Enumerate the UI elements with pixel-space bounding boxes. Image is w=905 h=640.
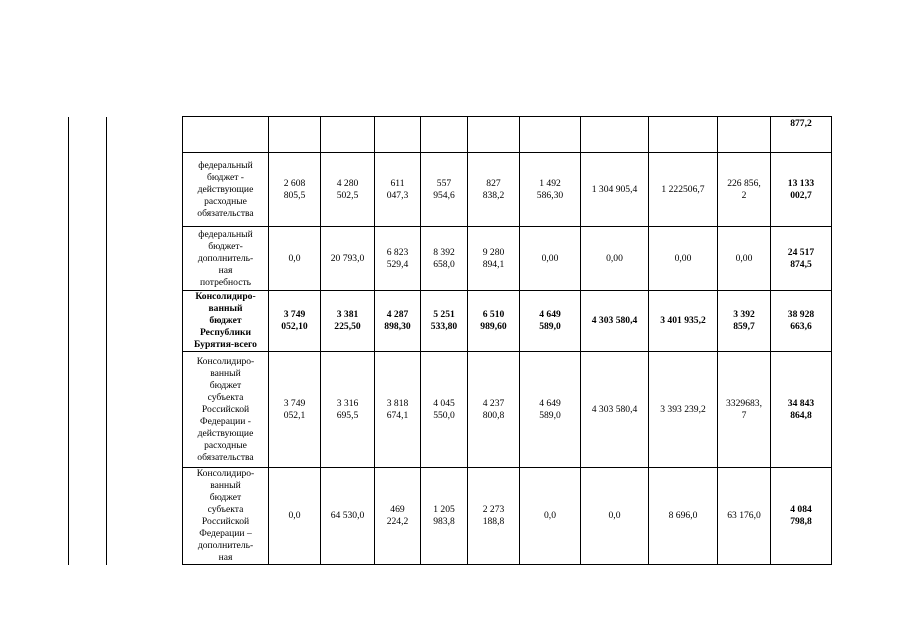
- value-cell: [718, 291, 771, 352]
- value-cell: [321, 468, 375, 565]
- row-label: [183, 153, 269, 227]
- cell-value: 5 251 533,80: [430, 309, 458, 332]
- side-column-empty-2: [107, 227, 183, 291]
- value-cell: [649, 468, 718, 565]
- table-row: [69, 227, 832, 291]
- row-label: [183, 352, 269, 468]
- value-cell: [421, 352, 468, 468]
- value-cell: [421, 291, 468, 352]
- value-cell: [321, 227, 375, 291]
- row-label-text: Консолидиро- ванный бюджет субъекта Российской Федерации - действующие расходные обязательства: [196, 355, 255, 463]
- value-cell: [269, 352, 321, 468]
- cell-value: 557 954,6: [433, 177, 455, 201]
- cell-value: 0,0: [288, 510, 301, 521]
- value-cell: [718, 227, 771, 291]
- cell-value: 20 793,0: [330, 252, 365, 264]
- cell-value: 226 856, 2: [727, 177, 761, 201]
- value-cell: [269, 227, 321, 291]
- row-label: [183, 227, 269, 291]
- value-cell: [321, 153, 375, 227]
- total-cell: [771, 291, 832, 352]
- value-cell: [321, 352, 375, 468]
- side-column-empty-2: [107, 468, 183, 565]
- row-label-text: Консолидиро- ванный бюджет Республики Бурятия-всего: [194, 291, 257, 350]
- value-cell: [581, 227, 649, 291]
- row-label-text: федеральный бюджет - действующие расходные обязательства: [197, 159, 254, 219]
- value-cell: [718, 153, 771, 227]
- cell-value: 1 492 586,30: [536, 177, 564, 201]
- cell-value: 0,00: [606, 252, 623, 264]
- total-value: 13 133 002,7: [787, 177, 815, 201]
- value-cell: [520, 468, 581, 565]
- row-label-text: федеральный бюджет- дополнитель- ная потребность: [197, 228, 254, 288]
- value-cell: [520, 352, 581, 468]
- value-cell: [581, 468, 649, 565]
- total-value: 4 084 798,8: [790, 504, 812, 527]
- value-cell: [520, 117, 581, 153]
- value-cell: [375, 352, 421, 468]
- value-cell: [375, 468, 421, 565]
- cell-value: 3 316 695,5: [336, 397, 359, 421]
- cell-value: 9 280 894,1: [482, 246, 505, 270]
- value-cell: [649, 352, 718, 468]
- side-column-empty-1: [69, 117, 107, 153]
- value-cell: [649, 227, 718, 291]
- cell-value: 4 237 800,8: [482, 397, 505, 421]
- side-column-empty-1: [69, 227, 107, 291]
- cell-value: 3 392 859,7: [733, 309, 755, 332]
- table-row: [69, 291, 832, 352]
- cell-value: 1 222506,7: [661, 183, 705, 195]
- cell-value: 2 273 188,8: [482, 504, 505, 527]
- total-value: 38 928 663,6: [787, 309, 815, 332]
- value-cell: [269, 117, 321, 153]
- total-value: 877,2: [790, 118, 812, 129]
- cell-value: 3329683, 7: [726, 397, 762, 421]
- cell-value: 3 749 052,1: [283, 397, 306, 421]
- value-cell: [468, 291, 520, 352]
- value-cell: [321, 117, 375, 153]
- cell-value: 3 401 935,2: [660, 315, 706, 326]
- cell-value: 0,0: [544, 510, 556, 521]
- table-row: [69, 153, 832, 227]
- value-cell: [321, 291, 375, 352]
- cell-value: 1 205 983,8: [433, 504, 455, 527]
- cell-value: 4 303 580,4: [591, 315, 638, 326]
- value-cell: [375, 153, 421, 227]
- cell-value: 469 224,2: [386, 504, 409, 527]
- cell-value: 4 303 580,4: [591, 403, 638, 415]
- value-cell: [375, 117, 421, 153]
- cell-value: 0,00: [735, 252, 753, 264]
- cell-value: 0,0: [608, 510, 621, 521]
- value-cell: [649, 153, 718, 227]
- row-label: [183, 468, 269, 565]
- value-cell: [581, 291, 649, 352]
- cell-value: 4 649 589,0: [539, 397, 561, 421]
- row-label: [183, 291, 269, 352]
- table-row: [69, 352, 832, 468]
- cell-value: 6 510 989,60: [480, 309, 507, 332]
- cell-value: 2 608 805,5: [283, 177, 306, 201]
- side-column-empty-1: [69, 291, 107, 352]
- value-cell: [421, 117, 468, 153]
- value-cell: [468, 117, 520, 153]
- cell-value: 827 838,2: [482, 177, 505, 201]
- value-cell: [269, 468, 321, 565]
- budget-table: [68, 116, 832, 565]
- cell-value: 4 045 550,0: [433, 397, 455, 421]
- side-column-empty-2: [107, 291, 183, 352]
- value-cell: [718, 117, 771, 153]
- value-cell: [468, 352, 520, 468]
- value-cell: [581, 117, 649, 153]
- cell-value: 0,00: [674, 252, 692, 264]
- value-cell: [468, 153, 520, 227]
- cell-value: 0,00: [541, 252, 559, 264]
- total-cell: [771, 153, 832, 227]
- cell-value: 6 823 529,4: [386, 246, 409, 270]
- value-cell: [581, 352, 649, 468]
- value-cell: [375, 291, 421, 352]
- value-cell: [468, 468, 520, 565]
- cell-value: 3 393 239,2: [660, 403, 706, 415]
- cell-value: 3 381 225,50: [334, 309, 361, 332]
- total-cell: [771, 468, 832, 565]
- side-column-empty-1: [69, 352, 107, 468]
- cell-value: 64 530,0: [330, 510, 365, 521]
- cell-value: 8 696,0: [668, 510, 698, 521]
- value-cell: [581, 153, 649, 227]
- side-column-empty-2: [107, 117, 183, 153]
- value-cell: [421, 468, 468, 565]
- value-cell: [468, 227, 520, 291]
- total-value: 34 843 864,8: [787, 397, 815, 421]
- cell-value: 4 649 589,0: [539, 309, 561, 332]
- value-cell: [269, 291, 321, 352]
- side-column-empty-2: [107, 352, 183, 468]
- cell-value: 8 392 658,0: [433, 246, 455, 270]
- cell-value: 4 280 502,5: [336, 177, 359, 201]
- value-cell: [421, 153, 468, 227]
- cell-value: 1 304 905,4: [591, 183, 638, 195]
- value-cell: [520, 291, 581, 352]
- value-cell: [375, 227, 421, 291]
- table-row: [69, 117, 832, 153]
- table-row: [69, 468, 832, 565]
- total-cell: [771, 227, 832, 291]
- value-cell: [649, 117, 718, 153]
- value-cell: [718, 352, 771, 468]
- cell-value: 63 176,0: [727, 510, 761, 521]
- value-cell: [520, 153, 581, 227]
- side-column-empty-1: [69, 153, 107, 227]
- value-cell: [269, 153, 321, 227]
- side-column-empty-2: [107, 153, 183, 227]
- table-body: [69, 117, 832, 565]
- total-value: 24 517 874,5: [787, 246, 815, 270]
- side-column-empty-1: [69, 468, 107, 565]
- value-cell: [649, 291, 718, 352]
- value-cell: [421, 227, 468, 291]
- cell-value: 3 749 052,10: [281, 309, 308, 332]
- row-label: [183, 117, 269, 153]
- cell-value: 0,0: [288, 252, 301, 264]
- cell-value: 4 287 898,30: [384, 309, 411, 332]
- value-cell: [520, 227, 581, 291]
- value-cell: [718, 468, 771, 565]
- total-cell: [771, 117, 832, 153]
- total-cell: [771, 352, 832, 468]
- cell-value: 3 818 674,1: [386, 397, 409, 421]
- row-label-text: Консолидиро- ванный бюджет субъекта Российской Федерации – дополнитель- ная: [196, 468, 255, 563]
- cell-value: 611 047,3: [386, 177, 409, 201]
